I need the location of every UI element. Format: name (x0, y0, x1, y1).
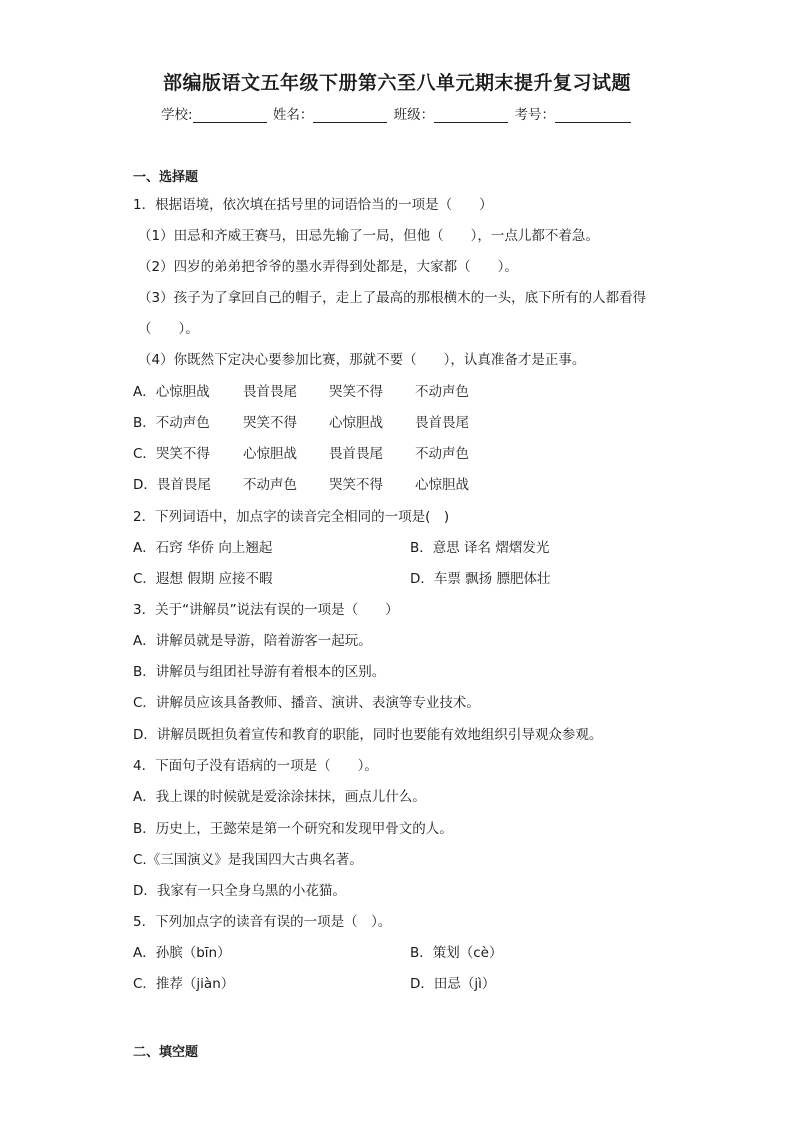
id-label: 考号： (514, 107, 555, 123)
option-text: 哭笑不得 (243, 415, 297, 431)
option-text: 畏首畏尾 (415, 415, 469, 431)
q3-option-b[interactable]: B．讲解员与组团社导游有着根本的区别。 (133, 664, 386, 680)
q1-option-b[interactable] (133, 411, 501, 431)
q4-option-d[interactable]: D．我家有一只全身乌黑的小花猫。 (133, 883, 346, 899)
class-label: 班级： (393, 107, 435, 123)
name-blank[interactable] (313, 108, 387, 123)
q2-option-c[interactable]: C．遐想 假期 应接不暇 (133, 571, 273, 587)
q5-option-a[interactable]: A．孙膑（bīn） (133, 945, 231, 961)
student-info-row (0, 103, 794, 123)
q1-option-a[interactable] (133, 380, 501, 400)
q2-option-a[interactable]: A．石窍 华侨 向上翘起 (133, 540, 273, 556)
q1-option-d[interactable] (133, 473, 501, 493)
q3-option-a[interactable]: A．讲解员就是导游，陪着游客一起玩。 (133, 633, 372, 649)
id-blank[interactable] (555, 108, 631, 123)
option-text: C．哭笑不得 (133, 446, 210, 462)
q1-stem: 1．根据语境，依次填在括号里的词语恰当的一项是（ ） (133, 197, 493, 213)
q2-option-b[interactable]: B．意思 译名 熠熠发光 (410, 540, 550, 556)
school-blank[interactable] (193, 108, 267, 123)
q3-stem: 3．关于“讲解员”说法有误的一项是（ ） (133, 602, 399, 618)
option-text: 哭笑不得 (329, 384, 383, 400)
name-label: 姓名： (272, 107, 314, 123)
q4-option-c[interactable]: C.《三国演义》是我国四大古典名著。 (133, 852, 363, 868)
q1-sentence-3-cont: （ ）。 (138, 321, 199, 337)
option-text: 哭笑不得 (329, 477, 383, 493)
option-text: A．心惊胆战 (133, 384, 210, 400)
option-text: 心惊胆战 (243, 446, 297, 462)
section-fill-heading: 二、填空题 (133, 1045, 199, 1060)
class-blank[interactable] (434, 108, 508, 123)
q3-option-c[interactable]: C．讲解员应该具备教师、播音、演讲、表演等专业技术。 (133, 695, 480, 711)
q1-sentence-4: （4）你既然下定决心要参加比赛，那就不要（ ），认真准备才是正事。 (138, 352, 586, 368)
q2-option-d[interactable]: D．车票 飘扬 膘肥体壮 (410, 571, 551, 587)
option-text: 畏首畏尾 (329, 446, 383, 462)
q3-option-d[interactable]: D．讲解员既担负着宣传和教育的职能，同时也要能有效地组织引导观众参观。 (133, 727, 603, 743)
option-text: 不动声色 (415, 446, 469, 462)
q5-option-c[interactable]: C．推荐（jiàn） (133, 976, 235, 992)
q4-option-a[interactable]: A．我上课的时候就是爱涂涂抹抹，画点儿什么。 (133, 789, 426, 805)
q1-option-c[interactable] (133, 442, 501, 462)
q1-sentence-1: （1）田忌和齐威王赛马，田忌先输了一局，但他（ ），一点儿都不着急。 (138, 228, 599, 244)
q2-stem: 2．下列词语中，加点字的读音完全相同的一项是( ) (133, 509, 450, 525)
option-text: D．畏首畏尾 (133, 477, 211, 493)
q4-option-b[interactable]: B．历史上，王懿荣是第一个研究和发现甲骨文的人。 (133, 821, 453, 837)
option-text: 不动声色 (243, 477, 297, 493)
option-text: 畏首畏尾 (243, 384, 297, 400)
q5-stem: 5．下列加点字的读音有误的一项是（ ）。 (133, 914, 392, 930)
option-text: 心惊胆战 (329, 415, 383, 431)
option-text: 不动声色 (415, 384, 469, 400)
page-title: 部编版语文五年级下册第六至八单元期末提升复习试题 (162, 72, 631, 94)
option-text: 心惊胆战 (415, 477, 469, 493)
q5-option-d[interactable]: D．田忌（jì） (410, 976, 496, 992)
q5-option-b[interactable]: B．策划（cè） (410, 945, 503, 961)
q1-sentence-2: （2）四岁的弟弟把爷爷的墨水弄得到处都是，大家都（ ）。 (138, 259, 518, 275)
option-text: B．不动声色 (133, 415, 210, 431)
q4-stem: 4．下面句子没有语病的一项是（ ）。 (133, 758, 378, 774)
school-label: 学校: (161, 107, 193, 123)
q1-sentence-3: （3）孩子为了拿回自己的帽子，走上了最高的那根横木的一头，底下所有的人都看得 (138, 290, 647, 306)
section-choice-heading: 一、选择题 (133, 170, 199, 185)
